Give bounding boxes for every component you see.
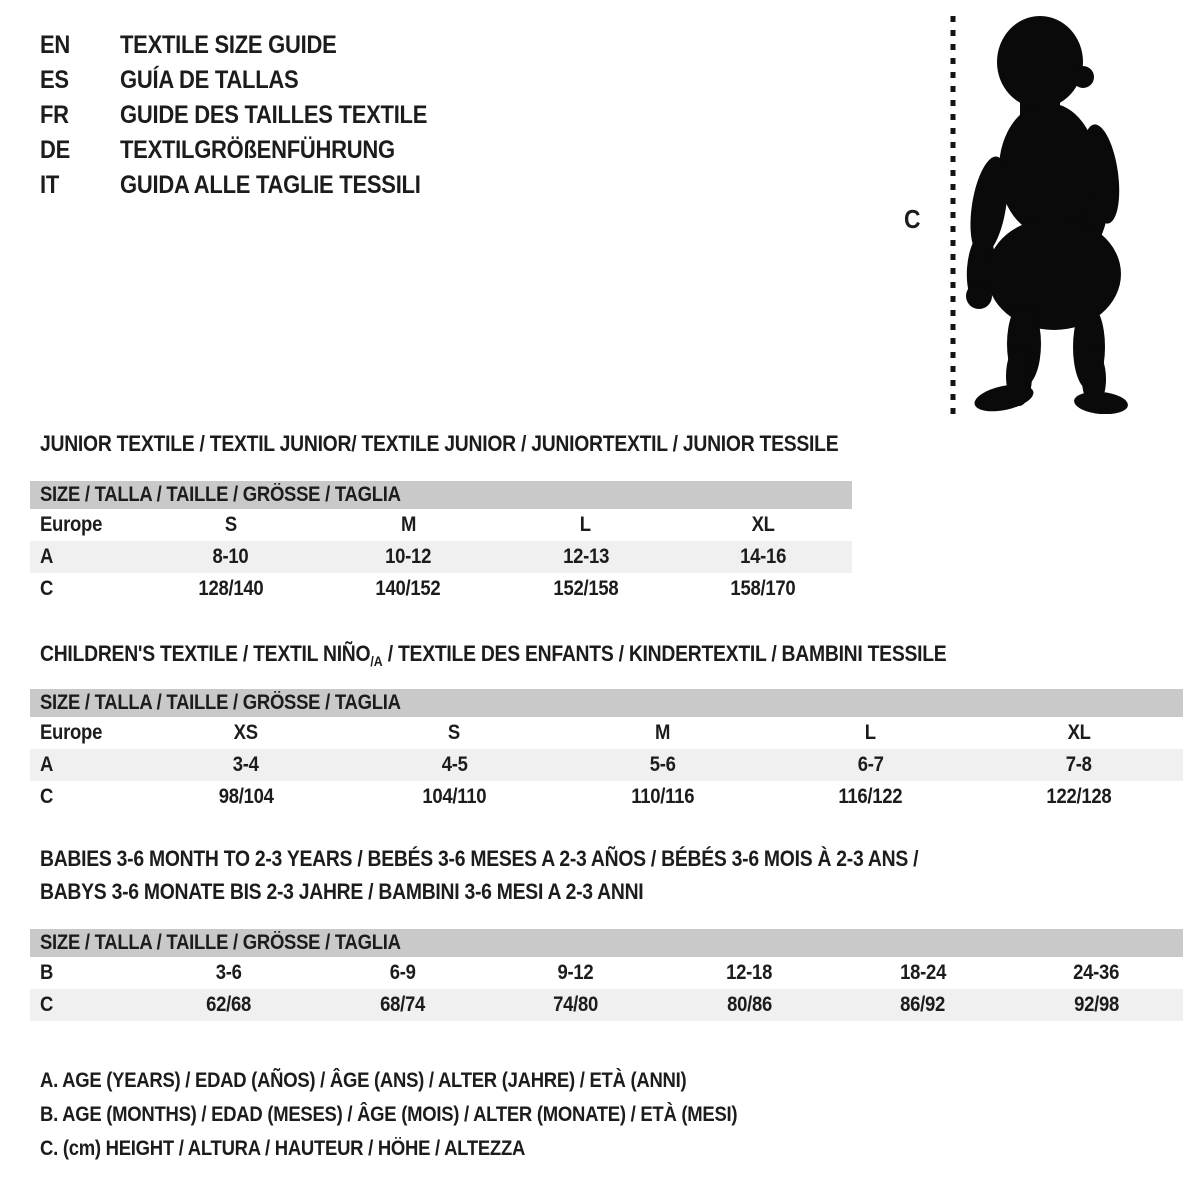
table-header-row [30, 509, 852, 541]
table-row-height [30, 989, 1183, 1021]
region-label: Europe [40, 721, 103, 744]
months-cell: 24-36 [1073, 961, 1120, 984]
height-cell: 98/104 [218, 785, 274, 808]
height-cell: 140/152 [375, 577, 441, 600]
row-label: B [40, 961, 54, 984]
height-cell: 128/140 [198, 577, 264, 600]
height-cell: 68/74 [379, 993, 425, 1016]
row-label: C [40, 785, 54, 808]
table-row-months [30, 957, 1183, 989]
language-title: TEXTILGRÖßENFÜHRUNG [120, 136, 395, 164]
height-cell: 110/116 [631, 785, 694, 808]
age-cell: 14-16 [740, 545, 787, 568]
language-code: DE [40, 136, 71, 164]
age-cell: 12-13 [562, 545, 609, 568]
age-cell: 4-5 [441, 753, 468, 776]
language-row [40, 168, 469, 203]
column-header: S [448, 721, 461, 744]
height-cell: 122/128 [1046, 785, 1112, 808]
language-code: EN [40, 31, 71, 59]
language-row [40, 63, 469, 98]
children-section-title: CHILDREN'S TEXTILE / TEXTIL $NIÑO_{/A}$ / TEXTILE DES ENFANTS / KINDERTEXTIL / BAMBINI TESSILE [40, 641, 947, 669]
age-cell: 8-10 [212, 545, 249, 568]
column-header: L [580, 513, 592, 536]
junior-section-title: JUNIOR TEXTILE / TEXTIL JUNIOR/ TEXTILE JUNIOR / JUNIORTEXTIL / JUNIOR TESSILE [40, 431, 839, 456]
language-title: GUIDA ALLE TAGLIE TESSILI [120, 171, 421, 199]
toddler-silhouette-icon [962, 14, 1137, 414]
row-label: C [40, 577, 54, 600]
language-code: ES [40, 66, 69, 94]
table-row-height [30, 573, 852, 605]
row-label: A [40, 753, 54, 776]
height-cell: 86/92 [900, 993, 946, 1016]
babies-section-title: BABIES 3-6 MONTH TO 2-3 YEARS / BEBÉS 3-6 MESES A 2-3 AÑOS / BÉBÉS 3-6 MOIS À 2-3 ANS / BABYS 3-6 MONATE BIS 2-3 JAHRE / BAMBINI 3-6 MESI A 2-3 ANNI [40, 846, 919, 904]
months-cell: 12-18 [726, 961, 773, 984]
table-header-row [30, 717, 1183, 749]
babies-size-table [30, 929, 1183, 1021]
column-header: XL [1067, 721, 1091, 744]
language-title: TEXTILE SIZE GUIDE [120, 31, 337, 59]
months-cell: 6-9 [389, 961, 416, 984]
months-cell: 3-6 [215, 961, 242, 984]
legend [40, 1064, 832, 1166]
height-cell: 74/80 [553, 993, 599, 1016]
height-cell: 80/86 [726, 993, 772, 1016]
size-header-bar: SIZE / TALLA / TAILLE / GRÖSSE / TAGLIA [30, 481, 852, 509]
row-label: A [40, 545, 54, 568]
language-title: GUÍA DE TALLAS [120, 66, 299, 94]
age-cell: 10-12 [385, 545, 432, 568]
column-header: S [224, 513, 237, 536]
region-label: Europe [40, 513, 103, 536]
language-title: GUIDE DES TAILLES TEXTILE [120, 101, 428, 129]
age-cell: 7-8 [1065, 753, 1092, 776]
language-code: IT [40, 171, 60, 199]
language-title-list [40, 28, 469, 203]
title-subscript: /A [370, 653, 383, 669]
row-label: C [40, 993, 54, 1016]
height-cell: 92/98 [1073, 993, 1119, 1016]
age-cell: 5-6 [649, 753, 676, 776]
size-header-bar: SIZE / TALLA / TAILLE / GRÖSSE / TAGLIA [30, 929, 1183, 957]
height-cell: 152/158 [553, 577, 619, 600]
legend-line-age-months: B. AGE (MONTHS) / EDAD (MESES) / ÂGE (MOIS) / ALTER (MONATE) / ETÀ (MESI) [40, 1103, 738, 1126]
column-header: M [400, 513, 416, 536]
height-cell: 104/110 [422, 785, 487, 808]
figure-measure-label: C [904, 204, 921, 234]
legend-line-age-years: A. AGE (YEARS) / EDAD (AÑOS) / ÂGE (ANS) / ALTER (JAHRE) / ETÀ (ANNI) [40, 1069, 687, 1092]
table-row-age [30, 749, 1183, 781]
column-header: L [865, 721, 877, 744]
language-row [40, 28, 469, 63]
junior-size-table [30, 481, 852, 605]
height-cell: 158/170 [730, 577, 796, 600]
language-code: FR [40, 101, 69, 129]
height-dashed-line [948, 16, 958, 418]
table-row-height [30, 781, 1183, 813]
size-header-bar: SIZE / TALLA / TAILLE / GRÖSSE / TAGLIA [30, 689, 1183, 717]
height-cell: 116/122 [838, 785, 903, 808]
age-cell: 3-4 [233, 753, 260, 776]
age-cell: 6-7 [857, 753, 884, 776]
language-row [40, 98, 469, 133]
table-row-age [30, 541, 852, 573]
months-cell: 18-24 [899, 961, 946, 984]
height-measure-figure [896, 12, 1186, 420]
column-header: XL [751, 513, 775, 536]
months-cell: 9-12 [557, 961, 594, 984]
column-header: M [654, 721, 671, 744]
language-row [40, 133, 469, 168]
height-cell: 62/68 [206, 993, 252, 1016]
children-size-table [30, 689, 1183, 813]
legend-line-height: C. (cm) HEIGHT / ALTURA / HAUTEUR / HÖHE / ALTEZZA [40, 1137, 526, 1160]
column-header: XS [234, 721, 259, 744]
